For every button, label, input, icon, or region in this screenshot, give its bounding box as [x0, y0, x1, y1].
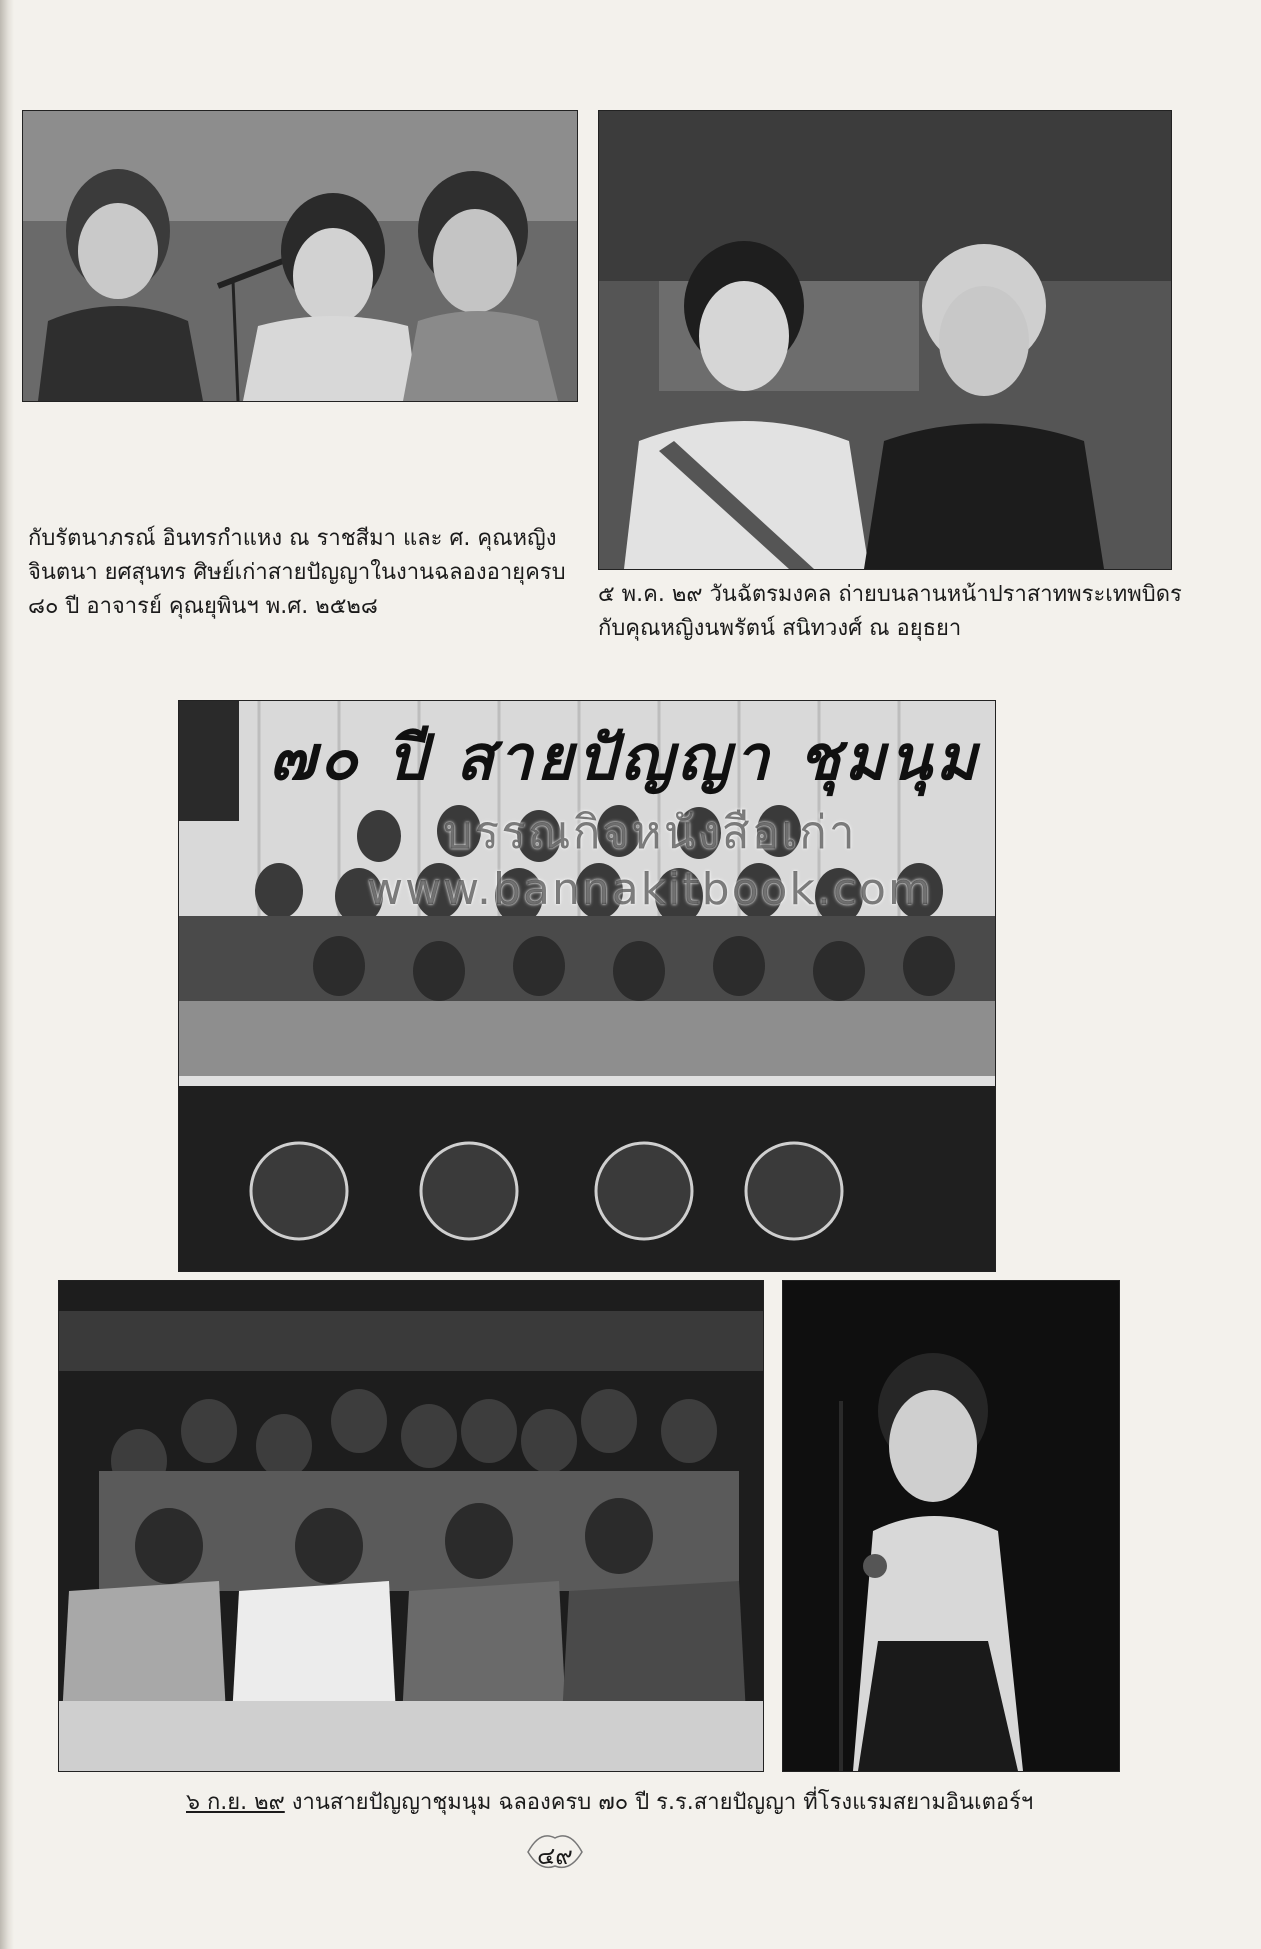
page-number	[520, 1826, 590, 1876]
caption-text: งานสายปัญญาชุมนุม ฉลองครบ ๗๐ ปี ร.ร.สายปัญญา ที่โรงแรมสยามอินเตอร์ฯ	[284, 1790, 1034, 1815]
bottom-caption	[186, 1786, 1033, 1820]
caption-date: ๖ ก.ย. ๒๙	[186, 1790, 285, 1815]
caption-line: ๕ พ.ค. ๒๙ วันฉัตรมงคล ถ่ายบนลานหน้าปราสาทพระเทพบิดร	[598, 582, 1182, 607]
photo-top-right	[598, 110, 1172, 570]
photo-bottom-right	[782, 1280, 1120, 1772]
photo-top-left-caption	[28, 522, 566, 624]
page-number-text: ๔๙	[537, 1842, 573, 1870]
photo-top-left	[22, 110, 578, 402]
photo-top-right-scene	[599, 111, 1171, 569]
photo-bottom-right-scene	[783, 1281, 1119, 1771]
photo-middle-group	[178, 700, 996, 1272]
photo-bottom-left-scene	[59, 1281, 763, 1771]
caption-line: จินตนา ยศสุนทร ศิษย์เก่าสายปัญญาในงานฉลองอายุครบ	[28, 560, 566, 585]
banner-text: ๗๐ ปี สายปัญญา ชุมนุม	[269, 721, 981, 794]
caption-line: กับคุณหญิงนพรัตน์ สนิทวงศ์ ณ อยุธยา	[598, 616, 962, 641]
watermark-line-2: www.bannakitbook.com	[367, 864, 933, 915]
binding-edge	[0, 0, 14, 1949]
photo-bottom-left	[58, 1280, 764, 1772]
photo-top-right-caption	[598, 578, 1182, 646]
watermark-line-1: บรรณกิจหนังสือเก่า	[443, 805, 857, 859]
caption-line: ๘๐ ปี อาจารย์ คุณยุพินฯ พ.ศ. ๒๕๒๘	[28, 594, 378, 619]
caption-line: กับรัตนาภรณ์ อินทรกำแหง ณ ราชสีมา และ ศ. คุณหญิง	[28, 526, 557, 551]
photo-top-left-scene	[23, 111, 577, 401]
